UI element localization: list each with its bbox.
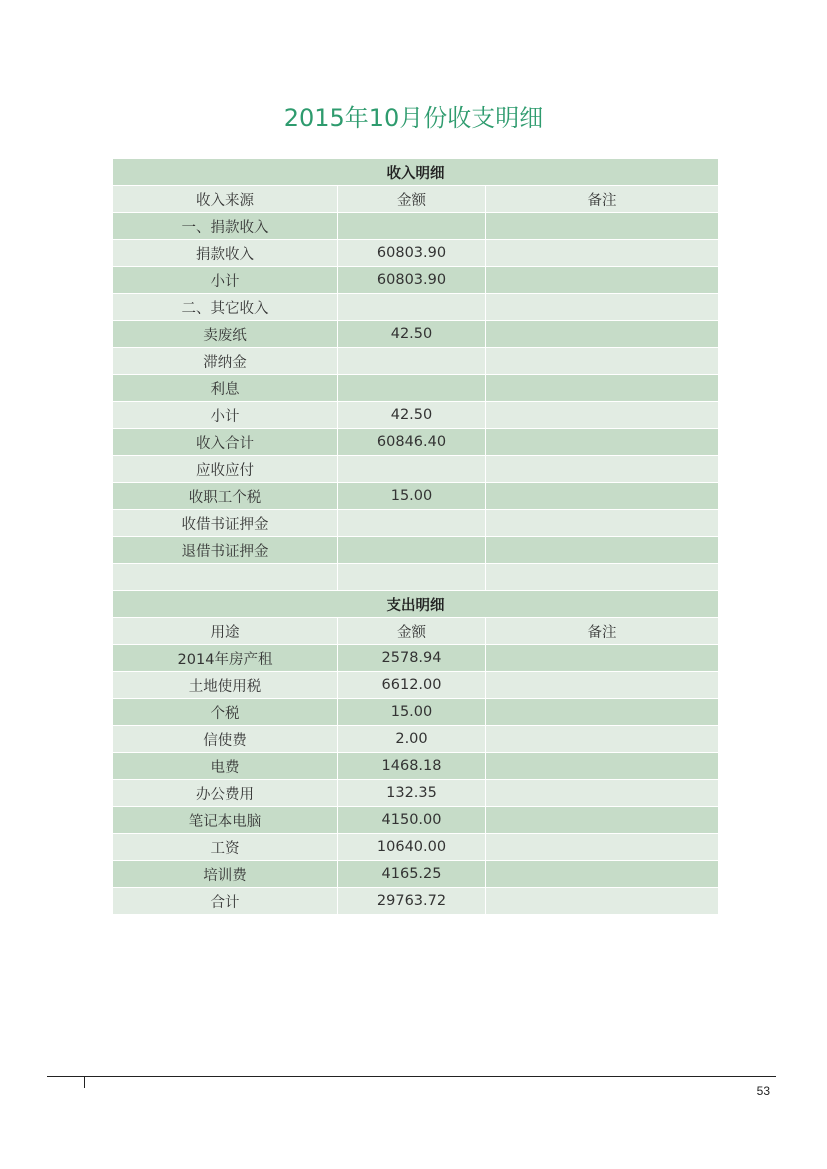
income-header-note: 备注 [486,186,719,213]
table-row [113,753,719,780]
income-source-cell: 退借书证押金 [113,537,338,564]
income-source-cell [113,564,338,591]
income-source-cell: 捐款收入 [113,240,338,267]
expense-purpose-cell: 电费 [113,753,338,780]
income-header-amount: 金额 [338,186,486,213]
income-amount-cell [338,564,486,591]
income-note-cell [486,456,719,483]
income-source-cell: 小计 [113,402,338,429]
table-row [113,240,719,267]
income-source-cell: 收入合计 [113,429,338,456]
expense-amount-cell: 15.00 [338,699,486,726]
table-row-total [113,888,719,915]
expense-note-cell [486,807,719,834]
expense-note-cell [486,888,719,915]
expense-section [113,591,719,915]
expense-header-note: 备注 [486,618,719,645]
income-note-cell [486,375,719,402]
income-section-header-row [113,159,719,186]
table-row [113,375,719,402]
table-row [113,807,719,834]
table-row [113,510,719,537]
income-amount-cell [338,456,486,483]
table-row [113,699,719,726]
expense-purpose-cell: 笔记本电脑 [113,807,338,834]
expense-note-cell [486,753,719,780]
expense-amount-cell: 1468.18 [338,753,486,780]
table-row [113,483,719,510]
table-row [113,321,719,348]
table-row [113,348,719,375]
footer-rule [47,1076,776,1077]
expense-column-header-row [113,618,719,645]
page-number: 53 [756,1084,770,1098]
expense-purpose-cell: 工资 [113,834,338,861]
income-source-cell: 滞纳金 [113,348,338,375]
expense-amount-cell: 132.35 [338,780,486,807]
income-source-cell: 卖废纸 [113,321,338,348]
expense-note-cell [486,672,719,699]
income-note-cell [486,213,719,240]
page-title: 2015年10月份收支明细 [283,104,544,132]
income-amount-cell: 42.50 [338,402,486,429]
expense-purpose-cell: 培训费 [113,861,338,888]
expense-amount-cell: 10640.00 [338,834,486,861]
expense-note-cell [486,699,719,726]
table-row [113,726,719,753]
income-note-cell [486,510,719,537]
expense-note-cell [486,780,719,807]
income-amount-cell [338,348,486,375]
income-amount-cell: 60846.40 [338,429,486,456]
income-amount-cell: 15.00 [338,483,486,510]
expense-note-cell [486,834,719,861]
expense-purpose-cell: 土地使用税 [113,672,338,699]
table-row [113,456,719,483]
income-source-cell: 二、其它收入 [113,294,338,321]
income-section-title: 收入明细 [113,159,719,186]
expense-note-cell [486,861,719,888]
income-header-source: 收入来源 [113,186,338,213]
income-note-cell [486,267,719,294]
table-row [113,834,719,861]
income-amount-cell [338,537,486,564]
expense-amount-cell: 2578.94 [338,645,486,672]
income-note-cell [486,483,719,510]
expense-purpose-cell: 合计 [113,888,338,915]
table-row [113,429,719,456]
table-row [113,861,719,888]
expense-amount-cell: 4165.25 [338,861,486,888]
income-amount-cell: 60803.90 [338,267,486,294]
income-source-cell: 利息 [113,375,338,402]
table-row [113,537,719,564]
expense-section-header-row [113,591,719,618]
income-amount-cell [338,375,486,402]
table-row [113,645,719,672]
expense-purpose-cell: 办公费用 [113,780,338,807]
income-note-cell [486,294,719,321]
expense-purpose-cell: 个税 [113,699,338,726]
income-source-cell: 一、捐款收入 [113,213,338,240]
income-note-cell [486,537,719,564]
income-source-cell: 收职工个税 [113,483,338,510]
expense-purpose-cell: 信使费 [113,726,338,753]
table-row [113,267,719,294]
expense-note-cell [486,726,719,753]
expense-amount-cell: 2.00 [338,726,486,753]
income-note-cell [486,564,719,591]
income-amount-cell: 42.50 [338,321,486,348]
income-amount-cell [338,510,486,537]
expense-header-purpose: 用途 [113,618,338,645]
income-note-cell [486,429,719,456]
expense-amount-cell: 4150.00 [338,807,486,834]
income-note-cell [486,321,719,348]
income-source-cell: 收借书证押金 [113,510,338,537]
expense-header-amount: 金额 [338,618,486,645]
table-row [113,780,719,807]
expense-purpose-cell: 2014年房产租 [113,645,338,672]
footer-tick-mark [84,1077,85,1088]
income-source-cell: 应收应付 [113,456,338,483]
income-section [113,159,719,591]
table-row [113,402,719,429]
income-column-header-row [113,186,719,213]
expense-note-cell [486,645,719,672]
expense-amount-cell: 29763.72 [338,888,486,915]
table-row [113,213,719,240]
table-row-empty [113,564,719,591]
income-source-cell: 小计 [113,267,338,294]
expense-amount-cell: 6612.00 [338,672,486,699]
expense-section-title: 支出明细 [113,591,719,618]
income-note-cell [486,402,719,429]
income-note-cell [486,348,719,375]
ledger-table [112,158,719,915]
income-amount-cell [338,213,486,240]
income-amount-cell [338,294,486,321]
table-row [113,672,719,699]
table-row [113,294,719,321]
income-note-cell [486,240,719,267]
income-amount-cell: 60803.90 [338,240,486,267]
